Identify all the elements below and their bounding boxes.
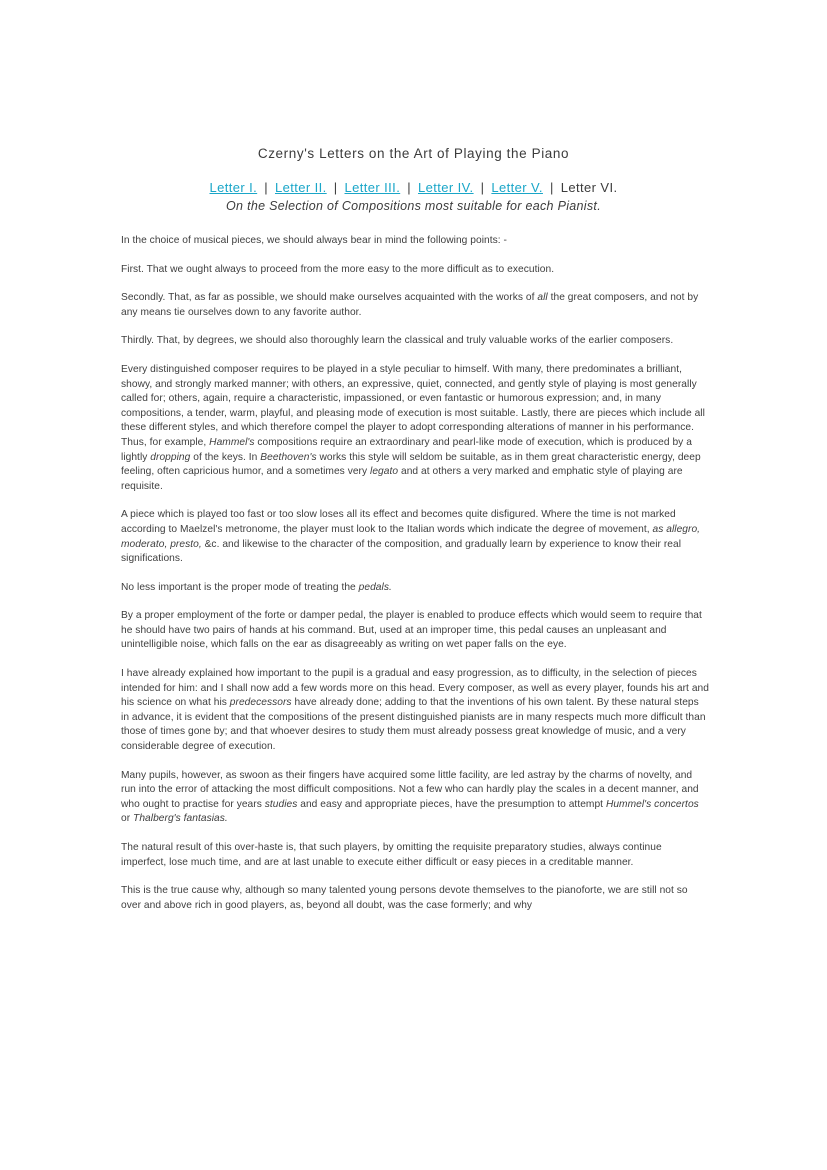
text-run: By a proper employment of the forte or damper pedal, the player is enabled to produce effects which would seem to require that he should have two pairs of hands at his command. But, used at an improper time, this pedal causes an unpleasant and unintelligible noise, which falls on the ear as disagreeably as writing on wet paper falls on the eye. [121,610,702,651]
text-run: Many pupils, however, as swoon as their fingers have acquired some little facility, are led astray by the charms of novelty, and run into the error of attacking the most difficult compositions. Not a few who can hardly play the scales in a decent manner, and who ought to practise for years [121,769,699,810]
text-run: compositions require an extraordinary and pearl-like mode of execution, which is produced by a lightly [121,436,692,463]
text-run: Every distinguished composer requires to be played in a style peculiar to himself. With many, there predominates a brilliant, showy, and strongly marked manner; with others, an expressive, quiet, connected, and gently style of playing is most generally called for; others, again, require a characteristic, impassioned, or even fantastic or humorous expression; and, in many compositions, a tender, warm, playful, and pleasing mode of execution is most suitable. Lastly, there are pieces which include all these different styles, and which therefore compel the player to adopt corresponding alterations of manner in his performance. Thus, for example, [121,363,705,448]
article-body [121,234,709,927]
text-run: No less important is the proper mode of treating the [121,581,359,593]
nav-letter-5-link[interactable]: Letter V. [491,180,543,195]
text-run: &c. and likewise to the character of the composition, and gradually learn by experience to know their real significations. [121,538,682,565]
text-run: and easy and appropriate pieces, have the presumption to attempt [297,798,606,810]
paragraph [121,581,709,596]
emphasis-text: studies [264,798,298,810]
paragraph [121,334,709,349]
emphasis-text: Hammel's [209,436,255,448]
text-run: Thirdly. That, by degrees, we should also thoroughly learn the classical and truly valuable works of the earlier composers. [121,335,674,347]
text-run: or [121,813,134,825]
text-run: In the choice of musical pieces, we should always bear in mind the following points: - [121,235,507,246]
nav-separator: | [407,180,411,195]
text-run: This is the true cause why, although so many talented young persons devote themselves to the pianoforte, we are still not so over and above rich in good players, as, beyond all doubt, was the case formerly; and why [121,885,688,911]
emphasis-text: all [537,292,548,304]
nav-separator: | [480,180,485,195]
emphasis-text: dropping [150,451,191,463]
paragraph [121,291,709,320]
text-run: and at others a very marked and emphatic style of playing are requisite. [121,466,683,492]
text-run: A piece which is played too fast or too slow loses all its effect and becomes quite disfigured. Where the time is not marked according to Maelzel's metronome, the player must look to the Italian words which indicate the degree of movement, [121,509,676,535]
text-run: The natural result of this over-haste is, that such players, by omitting the requisite preparatory studies, always continue imperfect, lose much time, and are at last unable to execute either difficult or easy pieces in a creditable manner. [121,842,662,868]
paragraph [121,884,709,913]
text-run: works this style will seldom be suitable, as in them great characteristic energy, deep feeling, often capricious humor, and a sometimes very [121,451,701,478]
emphasis-text: legato [370,466,399,478]
nav-separator: | [333,180,338,195]
nav-separator: | [264,180,268,195]
paragraph [121,508,709,566]
paragraph [121,609,709,653]
emphasis-text: predecessors [229,697,292,709]
paragraph [121,263,709,278]
emphasis-text: as allegro, moderato, presto, [121,523,701,550]
paragraph [121,841,709,870]
nav-letter-6-current: Letter VI. [560,180,618,195]
paragraph [121,769,709,827]
nav-letter-1-link[interactable]: Letter I. [209,180,258,195]
text-run: of the keys. In [190,451,261,463]
emphasis-text: Thalberg's fantasias. [133,813,228,825]
text-run: the great composers, and not by any means tie ourselves down to any favorite author. [121,292,699,318]
page-subtitle: On the Selection of Compositions most suitable for each Pianist. [226,199,601,213]
text-run: Secondly. That, as far as possible, we should make ourselves acquainted with the works of [121,292,538,304]
emphasis-text: pedals. [358,581,392,593]
paragraph [121,234,709,249]
text-run: I have already explained how important to the pupil is a gradual and easy progression, as to difficulty, in the selection of pieces intended for him: and I shall now add a few words more on this head. Every composer, as well as every player, founds his art and his science on what his [121,668,709,709]
emphasis-text: Beethoven's [260,451,317,463]
nav-letter-2-link[interactable]: Letter II. [274,180,327,195]
letter-navigation [0,180,827,195]
nav-letter-4-link[interactable]: Letter IV. [418,180,474,195]
text-run: have already done; adding to that the inventions of his own talent. By these natural steps in advance, it is evident that the compositions of the present distinguished pianists are in many respects much more difficult than those of times gone by; and that whoever desires to study them must already possess great knowledge of music, and a very considerable degree of execution. [121,697,706,753]
page-title: Czerny's Letters on the Art of Playing the Piano [257,146,570,161]
nav-letter-3-link[interactable]: Letter III. [344,180,401,195]
emphasis-text: Hummel's concertos [605,798,699,810]
paragraph [121,667,709,755]
paragraph [121,363,709,494]
text-run: First. That we ought always to proceed from the more easy to the more difficult as to execution. [121,263,555,275]
nav-separator: | [549,180,554,195]
